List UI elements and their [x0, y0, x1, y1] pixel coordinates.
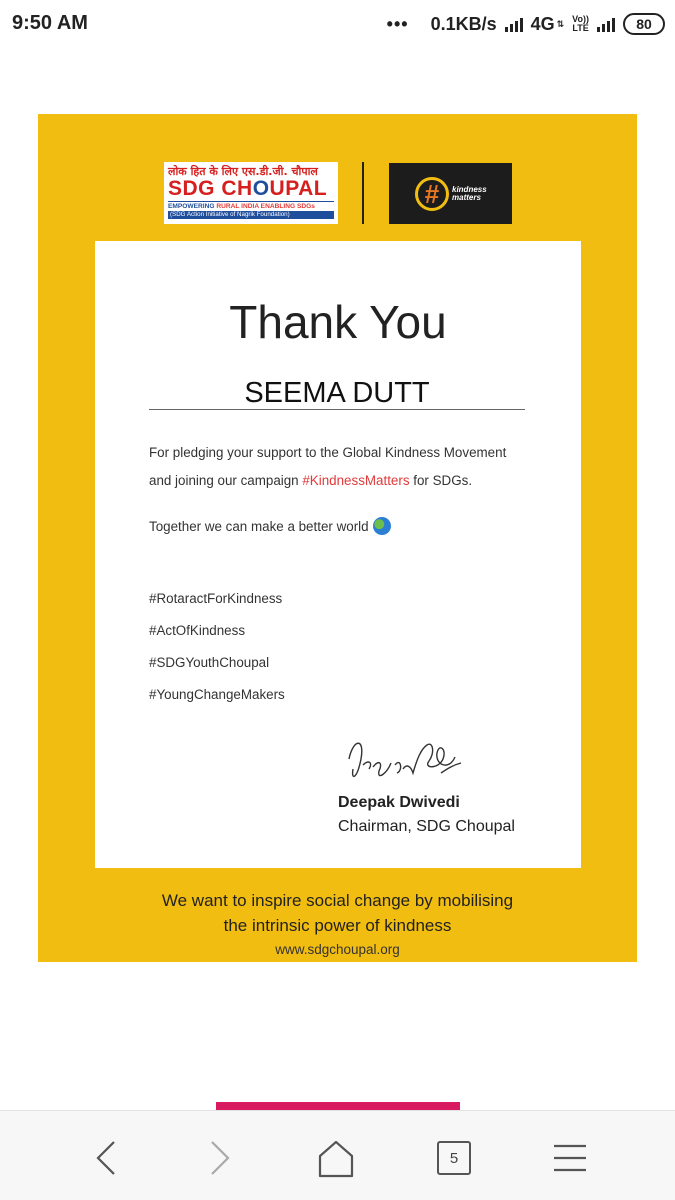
logo-tagline: EMPOWERING RURAL INDIA ENABLING SDGs [168, 201, 334, 211]
more-notifications-icon: ••• [386, 13, 409, 34]
tabs-button[interactable] [429, 1133, 479, 1183]
list-item: #YoungChangeMakers [149, 687, 285, 702]
recipient-name: SEEMA DUTT [149, 378, 525, 410]
hashtag-list [149, 583, 285, 711]
logo-divider [362, 162, 364, 224]
logo-title: SDG CHOUPAL [168, 177, 328, 200]
hashtag-icon: # [415, 177, 449, 211]
network-type: 4G [530, 13, 555, 34]
signal-strength-2-icon [597, 16, 615, 32]
thank-you-certificate [38, 114, 637, 962]
signature-scribble [343, 729, 467, 785]
volte-icon: Vo)) LTE [572, 14, 589, 33]
logo-subtitle: (SDG Action Initiative of Nagrik Foundation) [168, 211, 334, 219]
website-link[interactable]: www.sdgchoupal.org [275, 942, 400, 957]
kindness-matters-logo [389, 163, 512, 224]
browser-nav-bar [0, 1110, 675, 1200]
network-speed: 0.1KB/s [430, 13, 497, 34]
kindness-matters-text: kindness matters [452, 184, 487, 202]
signal-strength-icon [505, 16, 523, 32]
certificate-body [95, 241, 581, 868]
signer-role: Chairman, SDG Choupal [338, 818, 515, 835]
chevron-right-icon [208, 1138, 234, 1178]
status-indicators [387, 12, 665, 36]
globe-icon [373, 517, 391, 535]
home-icon [316, 1138, 356, 1178]
together-text: Together we can make a better world [149, 517, 391, 535]
tab-count: 5 [437, 1141, 471, 1175]
list-item: #RotaractForKindness [149, 591, 283, 606]
battery-indicator: 80 [623, 13, 665, 35]
mission-statement: We want to inspire social change by mobilising the intrinsic power of kindness [161, 891, 514, 935]
page-progress-bar [216, 1102, 460, 1110]
status-time: 9:50 AM [12, 12, 88, 34]
list-item: #SDGYouthChoupal [149, 655, 270, 670]
logo-hindi-text: लोक हित के लिए एस.डी.जी. चौपाल [168, 165, 318, 178]
list-item: #ActOfKindness [149, 623, 246, 638]
campaign-hashtag: #KindnessMatters [302, 473, 410, 488]
status-bar [0, 0, 675, 48]
data-activity-icon: ⇅ [556, 18, 565, 29]
menu-button[interactable] [545, 1133, 595, 1183]
signer-name: Deepak Dwivedi [338, 794, 460, 811]
back-button[interactable] [80, 1133, 130, 1183]
home-button[interactable] [311, 1133, 361, 1183]
sdg-choupal-logo [164, 162, 338, 224]
page-title: Thank You [229, 296, 447, 348]
pledge-text: For pledging your support to the Global Kindness Movement and joining our campaign #KindnessMatters for SDGs. [149, 445, 507, 488]
menu-icon [552, 1140, 588, 1176]
chevron-left-icon [92, 1138, 118, 1178]
forward-button[interactable] [196, 1133, 246, 1183]
